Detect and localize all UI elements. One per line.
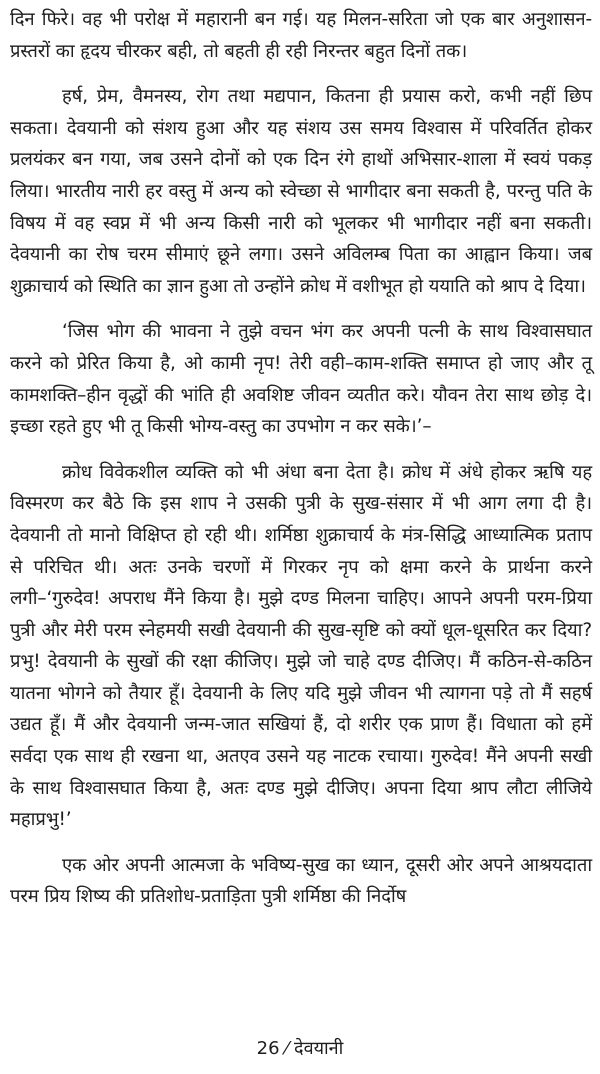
paragraph-sharmishtha-plea: क्रोध विवेकशील व्यक्ति को भी अंधा बना देता है। क्रोध में अंधे होकर ऋषि यह विस्मरण कर बैठे कि इस शाप ने उसकी पुत्री के सुख-संसार में भी आग लगा दी है। देवयानी तो मानो विक्षिप्त हो रही थी। शर्मिष्ठा शुक्राचार्य के मंत्र-सिद्धि आध्यात्मिक प्रताप से परिचित थी। अतः उनके चरणों में गिरकर नृप को क्षमा करने के प्रार्थना करने लगी–‘गुरुदेव! अपराध मैंने किया है। मुझे दण्ड मिलना चाहिए। आपने अपनी परम-प्रिया पुत्री और मेरी परम स्नेहमयी सखी देवयानी की सुख-सृष्टि को क्यों धूल-धूसरित कर दिया? प्रभु! देवयानी के सुखों की रक्षा कीजिए। मुझे जो चाहे दण्ड दीजिए। मैं कठिन-से-कठिन यातना भोगने को तैयार हूँ। देवयानी के लिए यदि मुझे जीवन भी त्यागना पड़े तो मैं सहर्ष उद्यत हूँ। मैं और देवयानी जन्म-जात सखियां हैं, दो शरीर एक प्राण हैं। विधाता को हमें सर्वदा एक साथ ही रखना था, अतएव उसने यह नाटक रचाया। गुरुदेव! मैंने अपनी सखी के साथ विश्वासघात किया है, अतः दण्ड मुझे दीजिए। अपना दिया श्राप लौटा लीजिये महाप्रभु!’ bbox=[10, 461, 592, 831]
paragraph-dilemma: एक ओर अपनी आत्मजा के भविष्य-सुख का ध्यान, दूसरी ओर अपने आश्रयदाता परम प्रिय शिष्य की प्रतिशोध-प्रताड़िता पुत्री शर्मिष्ठा की निर्दोष bbox=[10, 854, 592, 908]
page-footer: 26 ⁄ देवयानी bbox=[256, 1038, 344, 1059]
paragraph-continuation: दिन फिरे। वह भी परोक्ष में महारानी बन गई। यह मिलन-सरिता जो एक बार अनुशासन-प्रस्तरों का हृदय चीरकर बही, तो बहती ही रही निरन्तर बहुत दिनों तक। bbox=[10, 9, 592, 62]
paragraph-curse-quote: ‘जिस भोग की भावना ने तुझे वचन भंग कर अपनी पत्नी के साथ विश्वासघात करने को प्रेरित किया है, ओ कामी नृप! तेरी वही–काम-शक्ति समाप्त हो जाए और तू कामशक्ति–हीन वृद्धों की भांति ही अवशिष्ट जीवन व्यतीत करे। यौवन तेरा साथ छोड़ दे। इच्छा रहते हुए भी तू किसी भोग्य-वस्तु का उपभोग न कर सके।’– bbox=[10, 321, 592, 438]
paragraph-suspicion: हर्ष, प्रेम, वैमनस्य, रोग तथा मद्यपान, कितना ही प्रयास करो, कभी नहीं छिप सकता। देवयानी को संशय हुआ और यह संशय उस समय विश्वास में परिवर्तित होकर प्रलयंकर बन गया, जब उसने दोनों को एक दिन रंगे हाथों अभिसार-शाला में स्वयं पकड़ लिया। भारतीय नारी हर वस्तु में अन्य को स्वेच्छा से भागीदार बना सकती है, परन्तु पति के विषय में वह स्वप्न में भी अन्य किसी नारी को भूलकर भी भागीदार नहीं बना सकती। देवयानी का रोष चरम सीमाएं छूने लगा। उसने अविलम्ब पिता का आह्वान किया। जब शुक्राचार्य को स्थिति का ज्ञान हुआ तो उन्होंने क्रोध में वशीभूत हो ययाति को श्राप दे दिया। bbox=[10, 86, 592, 297]
